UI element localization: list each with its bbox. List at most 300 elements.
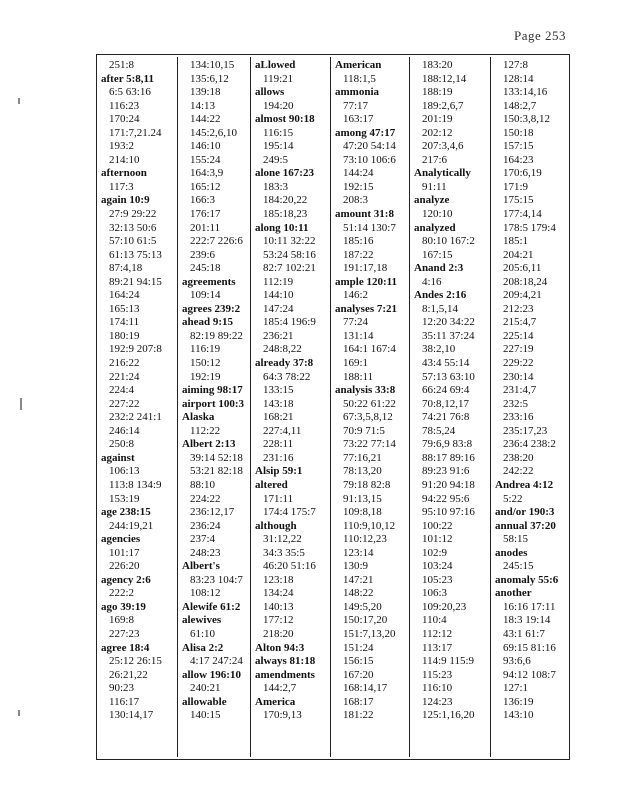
index-reference: 78:13,20 xyxy=(343,465,382,478)
index-reference: 117:3 xyxy=(109,180,134,193)
index-reference: 58:15 xyxy=(503,533,529,546)
index-reference: 177:4,14 xyxy=(503,208,542,221)
index-reference: 169:8 xyxy=(109,614,135,627)
index-reference: 153:19 xyxy=(109,492,140,505)
index-reference: 150:12 xyxy=(190,357,221,370)
index-reference: 246:14 xyxy=(109,424,140,437)
index-term: anomaly 55:6 xyxy=(495,573,559,586)
index-reference: 106:13 xyxy=(109,465,140,478)
index-reference: 116:23 xyxy=(109,99,140,112)
index-term: ample 120:11 xyxy=(335,275,398,288)
index-reference: 168:17 xyxy=(343,695,374,708)
index-reference: 227:23 xyxy=(109,627,140,640)
index-term: allows xyxy=(255,86,285,99)
index-reference: 79:6,9 83:8 xyxy=(422,438,473,451)
index-reference: 170:6,19 xyxy=(503,167,542,180)
index-reference: 156:15 xyxy=(343,655,374,668)
index-reference: 231:16 xyxy=(263,451,294,464)
index-reference: 50:22 61:22 xyxy=(343,397,396,410)
index-reference: 174:4 175:7 xyxy=(263,506,316,519)
index-reference: 245:18 xyxy=(190,262,221,275)
index-reference: 151:24 xyxy=(343,641,374,654)
index-reference: 248:8,22 xyxy=(263,343,302,356)
index-reference: 218:20 xyxy=(263,627,294,640)
index-reference: 226:20 xyxy=(109,560,140,573)
index-term: aiming 98:17 xyxy=(182,384,243,397)
index-reference: 183:20 xyxy=(422,59,453,71)
index-reference: 31:12,22 xyxy=(263,533,302,546)
index-reference: 175:15 xyxy=(503,194,534,207)
index-reference: 14:13 xyxy=(190,99,216,112)
index-reference: 106:3 xyxy=(422,587,448,600)
index-reference: 140:15 xyxy=(190,709,221,722)
index-reference: 134:10,15 xyxy=(190,59,235,71)
index-reference: 95:10 97:16 xyxy=(422,506,475,519)
index-reference: 125:1,16,20 xyxy=(422,709,475,722)
index-reference: 69:15 81:16 xyxy=(503,641,556,654)
index-term: agrees 239:2 xyxy=(182,302,241,315)
index-reference: 5:22 xyxy=(503,492,523,505)
index-reference: 51:14 130:7 xyxy=(343,221,396,234)
index-reference: 147:24 xyxy=(263,302,294,315)
index-reference: 192:19 xyxy=(190,370,221,383)
index-reference: 74:21 76:8 xyxy=(422,411,470,424)
index-reference: 26:21,22 xyxy=(109,668,148,681)
index-reference: 112:12 xyxy=(422,627,453,640)
index-term: analyze xyxy=(414,194,450,207)
index-reference: 114:9 115:9 xyxy=(422,655,475,668)
index-reference: 204:21 xyxy=(503,248,534,261)
index-term: age 238:15 xyxy=(101,506,151,519)
index-term: Albert 2:13 xyxy=(182,438,236,451)
scan-margin-mark xyxy=(18,710,20,716)
index-reference: 70:9 71:5 xyxy=(343,424,385,437)
index-term: Anand 2:3 xyxy=(414,262,464,275)
index-term: American xyxy=(335,59,382,71)
index-reference: 105:23 xyxy=(422,573,453,586)
index-reference: 171:9 xyxy=(503,180,529,193)
index-reference: 88:10 xyxy=(190,478,216,491)
index-term: America xyxy=(255,695,296,708)
index-reference: 108:12 xyxy=(190,587,221,600)
index-reference: 222:7 226:6 xyxy=(190,235,243,248)
index-reference: 207:3,4,6 xyxy=(422,140,464,153)
index-term: ahead 9:15 xyxy=(182,316,234,329)
index-reference: 89:21 94:15 xyxy=(109,275,162,288)
index-reference: 205:6,11 xyxy=(503,262,542,275)
index-term: analysis 33:8 xyxy=(335,384,396,397)
index-reference: 118:1,5 xyxy=(343,72,376,85)
index-reference: 192:15 xyxy=(343,180,374,193)
index-term: although xyxy=(255,519,297,532)
index-term: agency 2:6 xyxy=(101,573,151,586)
index-reference: 146:10 xyxy=(190,140,221,153)
index-reference: 165:13 xyxy=(109,302,140,315)
index-reference: 148:2,7 xyxy=(503,99,537,112)
index-term: amount 31:8 xyxy=(335,208,394,221)
index-term: allow 196:10 xyxy=(182,668,241,681)
index-reference: 208:18,24 xyxy=(503,275,548,288)
index-term: Analytically xyxy=(414,167,471,180)
index-reference: 16:16 17:11 xyxy=(503,600,556,613)
index-reference: 4:16 xyxy=(422,275,442,288)
index-reference: 73:10 106:6 xyxy=(343,153,396,166)
index-reference: 240:21 xyxy=(190,682,221,695)
index-reference: 189:2,6,7 xyxy=(422,99,464,112)
index-reference: 78:5,24 xyxy=(422,424,456,437)
index-term: agencies xyxy=(101,533,141,546)
index-reference: 232:5 xyxy=(503,397,529,410)
index-reference: 131:14 xyxy=(343,329,374,342)
index-reference: 46:20 51:16 xyxy=(263,560,316,573)
index-reference: 66:24 69:4 xyxy=(422,384,470,397)
index-reference: 8:1,5,14 xyxy=(422,302,459,315)
index-reference: 238:20 xyxy=(503,451,534,464)
index-reference: 185:4 196:9 xyxy=(263,316,316,329)
index-reference: 230:14 xyxy=(503,370,534,383)
index-reference: 57:13 63:10 xyxy=(422,370,475,383)
index-reference: 47:20 54:14 xyxy=(343,140,396,153)
index-column-5 xyxy=(410,55,490,759)
index-term: Albert's xyxy=(182,560,220,573)
index-reference: 251:8 xyxy=(109,59,135,71)
index-reference: 157:15 xyxy=(503,140,534,153)
index-reference: 177:12 xyxy=(263,614,294,627)
index-reference: 27:9 29:22 xyxy=(109,208,157,221)
index-reference: 222:2 xyxy=(109,587,135,600)
page-number: Page 253 xyxy=(513,28,566,43)
index-reference: 144:24 xyxy=(343,167,374,180)
index-term: among 47:17 xyxy=(335,126,396,139)
index-reference: 188:19 xyxy=(422,86,453,99)
index-reference: 231:4,7 xyxy=(503,384,537,397)
index-table xyxy=(96,54,570,760)
index-reference: 144:2,7 xyxy=(263,682,297,695)
index-reference: 232:2 241:1 xyxy=(109,411,162,424)
index-reference: 227:4,11 xyxy=(263,424,302,437)
index-reference: 174:11 xyxy=(109,316,140,329)
index-term: Alton 94:3 xyxy=(255,641,305,654)
index-reference: 91:11 xyxy=(422,180,447,193)
index-reference: 145:2,6,10 xyxy=(190,126,238,139)
index-reference: 57:10 61:5 xyxy=(109,235,157,248)
index-reference: 100:22 xyxy=(422,519,453,532)
index-reference: 192:9 207:8 xyxy=(109,343,162,356)
index-reference: 53:21 82:18 xyxy=(190,465,243,478)
index-reference: 151:7,13,20 xyxy=(343,627,396,640)
index-term: afternoon xyxy=(101,167,147,180)
index-term: again 10:9 xyxy=(101,194,150,207)
index-reference: 109:20,23 xyxy=(422,600,467,613)
index-reference: 130:9 xyxy=(343,560,369,573)
index-reference: 18:3 19:14 xyxy=(503,614,551,627)
index-reference: 178:5 179:4 xyxy=(503,221,556,234)
index-reference: 212:23 xyxy=(503,302,534,315)
index-reference: 77:24 xyxy=(343,316,369,329)
index-reference: 127:1 xyxy=(503,682,529,695)
index-reference: 181:22 xyxy=(343,709,374,722)
index-reference: 216:22 xyxy=(109,357,140,370)
index-reference: 180:19 xyxy=(109,329,140,342)
index-reference: 113:8 134:9 xyxy=(109,478,162,491)
index-reference: 144:10 xyxy=(263,289,294,302)
index-term: agree 18:4 xyxy=(101,641,150,654)
index-reference: 112:19 xyxy=(263,275,294,288)
index-term: ammonia xyxy=(335,86,379,99)
index-reference: 217:6 xyxy=(422,153,448,166)
index-reference: 187:22 xyxy=(343,248,374,261)
index-reference: 80:10 167:2 xyxy=(422,235,475,248)
index-reference: 209:4,21 xyxy=(503,289,542,302)
index-reference: 12:20 34:22 xyxy=(422,316,475,329)
index-reference: 135:6,12 xyxy=(190,72,229,85)
index-reference: 185:1 xyxy=(503,235,529,248)
index-reference: 185:18,23 xyxy=(263,208,308,221)
index-reference: 77:17 xyxy=(343,99,369,112)
index-reference: 139:18 xyxy=(190,86,221,99)
index-reference: 242:22 xyxy=(503,465,534,478)
index-column-3 xyxy=(251,55,330,759)
index-reference: 155:24 xyxy=(190,153,221,166)
index-reference: 236:12,17 xyxy=(190,506,235,519)
index-reference: 61:13 75:13 xyxy=(109,248,162,261)
index-reference: 250:8 xyxy=(109,438,135,451)
index-reference: 102:9 xyxy=(422,546,448,559)
index-reference: 164:24 xyxy=(109,289,140,302)
index-term: Andrea 4:12 xyxy=(495,478,554,491)
index-reference: 119:21 xyxy=(263,72,294,85)
index-term: analyzed xyxy=(414,221,456,234)
index-term: annual 37:20 xyxy=(495,519,556,532)
index-column-2 xyxy=(178,55,250,759)
index-term: alewives xyxy=(182,614,222,627)
index-reference: 38:2,10 xyxy=(422,343,456,356)
index-reference: 201:19 xyxy=(422,113,453,126)
index-reference: 116:15 xyxy=(263,126,294,139)
index-reference: 236:24 xyxy=(190,519,221,532)
index-reference: 150:3,8,12 xyxy=(503,113,551,126)
index-reference: 244:19,21 xyxy=(109,519,154,532)
index-term: agreements xyxy=(182,275,236,288)
index-reference: 61:10 xyxy=(190,627,216,640)
index-reference: 34:3 35:5 xyxy=(263,546,305,559)
index-term: almost 90:18 xyxy=(255,113,315,126)
index-reference: 227:19 xyxy=(503,343,534,356)
index-reference: 128:14 xyxy=(503,72,534,85)
index-reference: 79:18 82:8 xyxy=(343,478,391,491)
index-reference: 143:18 xyxy=(263,397,294,410)
index-reference: 134:24 xyxy=(263,587,294,600)
index-reference: 227:22 xyxy=(109,397,140,410)
index-reference: 149:5,20 xyxy=(343,600,382,613)
index-reference: 109:8,18 xyxy=(343,506,382,519)
index-reference: 35:11 37:24 xyxy=(422,329,475,342)
index-reference: 143:10 xyxy=(503,709,534,722)
index-column-1 xyxy=(97,55,177,759)
index-reference: 130:14,17 xyxy=(109,709,154,722)
index-reference: 248:23 xyxy=(190,546,221,559)
index-reference: 82:19 89:22 xyxy=(190,329,243,342)
index-reference: 43:1 61:7 xyxy=(503,627,545,640)
index-reference: 133:15 xyxy=(263,384,294,397)
index-reference: 64:3 78:22 xyxy=(263,370,311,383)
index-term: another xyxy=(495,587,532,600)
index-reference: 208:3 xyxy=(343,194,369,207)
index-reference: 101:12 xyxy=(422,533,453,546)
index-reference: 188:11 xyxy=(343,370,374,383)
index-reference: 110:12,23 xyxy=(343,533,387,546)
index-reference: 150:17,20 xyxy=(343,614,388,627)
index-term: and/or 190:3 xyxy=(495,506,555,519)
index-term: Andes 2:16 xyxy=(414,289,467,302)
index-reference: 103:24 xyxy=(422,560,453,573)
index-term: allowable xyxy=(182,695,227,708)
index-reference: 43:4 55:14 xyxy=(422,357,470,370)
index-reference: 225:14 xyxy=(503,329,534,342)
index-reference: 140:13 xyxy=(263,600,294,613)
index-reference: 101:17 xyxy=(109,546,140,559)
index-reference: 94:22 95:6 xyxy=(422,492,470,505)
index-reference: 185:16 xyxy=(343,235,374,248)
index-reference: 4:17 247:24 xyxy=(190,655,243,668)
index-reference: 88:17 89:16 xyxy=(422,451,475,464)
index-reference: 221:24 xyxy=(109,370,140,383)
index-term: Alewife 61:2 xyxy=(182,600,241,613)
index-reference: 239:6 xyxy=(190,248,216,261)
index-reference: 127:8 xyxy=(503,59,529,71)
index-reference: 229:22 xyxy=(503,357,534,370)
index-reference: 176:17 xyxy=(190,208,221,221)
index-reference: 82:7 102:21 xyxy=(263,262,316,275)
index-reference: 77:16,21 xyxy=(343,451,382,464)
index-reference: 164:23 xyxy=(503,153,534,166)
index-reference: 169:1 xyxy=(343,357,369,370)
index-reference: 113:17 xyxy=(422,641,453,654)
index-reference: 171:11 xyxy=(263,492,294,505)
index-term: Alsip 59:1 xyxy=(255,465,303,478)
index-reference: 168:14,17 xyxy=(343,682,388,695)
index-reference: 166:3 xyxy=(190,194,216,207)
index-reference: 194:20 xyxy=(263,99,294,112)
index-reference: 148:22 xyxy=(343,587,374,600)
index-reference: 70:8,12,17 xyxy=(422,397,470,410)
index-reference: 123:14 xyxy=(343,546,374,559)
index-reference: 87:4,18 xyxy=(109,262,143,275)
index-reference: 164:3,9 xyxy=(190,167,224,180)
index-reference: 123:18 xyxy=(263,573,294,586)
index-column-6 xyxy=(491,55,570,759)
index-term: amendments xyxy=(255,668,315,681)
index-reference: 202:12 xyxy=(422,126,453,139)
index-term: anodes xyxy=(495,546,528,559)
index-term: altered xyxy=(255,478,288,491)
index-term: Alisa 2:2 xyxy=(182,641,224,654)
index-reference: 249:5 xyxy=(263,153,289,166)
index-reference: 235:17,23 xyxy=(503,424,548,437)
index-reference: 10:11 32:22 xyxy=(263,235,316,248)
index-reference: 236:4 238:2 xyxy=(503,438,556,451)
index-reference: 120:10 xyxy=(422,208,453,221)
index-reference: 116:17 xyxy=(109,695,140,708)
index-reference: 168:21 xyxy=(263,411,294,424)
index-reference: 91:13,15 xyxy=(343,492,382,505)
index-reference: 188:12,14 xyxy=(422,72,467,85)
index-reference: 183:3 xyxy=(263,180,289,193)
index-column-4 xyxy=(331,55,409,759)
index-reference: 115:23 xyxy=(422,668,453,681)
index-reference: 133:14,16 xyxy=(503,86,548,99)
index-reference: 147:21 xyxy=(343,573,374,586)
index-term: along 10:11 xyxy=(255,221,309,234)
index-reference: 136:19 xyxy=(503,695,534,708)
index-reference: 165:12 xyxy=(190,180,221,193)
index-reference: 146:2 xyxy=(343,289,369,302)
index-reference: 201:11 xyxy=(190,221,221,234)
index-term: aLlowed xyxy=(255,59,296,71)
index-reference: 144:22 xyxy=(190,113,221,126)
index-term: alone 167:23 xyxy=(255,167,314,180)
index-reference: 233:16 xyxy=(503,411,534,424)
index-term: analyses 7:21 xyxy=(335,302,398,315)
index-reference: 110:9,10,12 xyxy=(343,519,396,532)
index-reference: 116:19 xyxy=(190,343,221,356)
index-reference: 32:13 50:6 xyxy=(109,221,157,234)
index-reference: 171:7,21.24 xyxy=(109,126,162,139)
index-reference: 224:22 xyxy=(190,492,221,505)
index-term: ago 39:19 xyxy=(101,600,146,613)
index-reference: 245:15 xyxy=(503,560,534,573)
index-reference: 116:10 xyxy=(422,682,453,695)
index-reference: 167:15 xyxy=(422,248,453,261)
index-reference: 215:4,7 xyxy=(503,316,537,329)
index-term: after 5:8,11 xyxy=(101,72,154,85)
index-reference: 25:12 26:15 xyxy=(109,655,162,668)
index-term: Alaska xyxy=(182,411,215,424)
index-reference: 237:4 xyxy=(190,533,216,546)
scan-margin-mark xyxy=(18,98,20,104)
index-term: against xyxy=(101,451,135,464)
index-reference: 150:18 xyxy=(503,126,534,139)
index-reference: 109:14 xyxy=(190,289,221,302)
index-reference: 167:20 xyxy=(343,668,374,681)
index-reference: 214:10 xyxy=(109,153,140,166)
index-reference: 236:21 xyxy=(263,329,294,342)
index-reference: 170:24 xyxy=(109,113,140,126)
index-reference: 170:9,13 xyxy=(263,709,302,722)
index-reference: 110:4 xyxy=(422,614,447,627)
index-reference: 112:22 xyxy=(190,424,221,437)
index-term: airport 100:3 xyxy=(182,397,245,410)
index-reference: 39:14 52:18 xyxy=(190,451,243,464)
index-reference: 93:6,6 xyxy=(503,655,531,668)
index-term: already 37:8 xyxy=(255,357,314,370)
index-reference: 184:20,22 xyxy=(263,194,308,207)
index-reference: 191:17,18 xyxy=(343,262,388,275)
index-reference: 124:23 xyxy=(422,695,453,708)
index-reference: 53:24 58:16 xyxy=(263,248,316,261)
index-reference: 6:5 63:16 xyxy=(109,86,151,99)
scan-margin-mark xyxy=(20,398,22,410)
index-reference: 67:3,5,8,12 xyxy=(343,411,393,424)
index-term: always 81:18 xyxy=(255,655,316,668)
index-reference: 228:11 xyxy=(263,438,294,451)
index-reference: 163:17 xyxy=(343,113,374,126)
index-reference: 195:14 xyxy=(263,140,294,153)
index-reference: 193:2 xyxy=(109,140,135,153)
index-reference: 73:22 77:14 xyxy=(343,438,396,451)
index-reference: 90:23 xyxy=(109,682,135,695)
index-reference: 83:23 104:7 xyxy=(190,573,243,586)
